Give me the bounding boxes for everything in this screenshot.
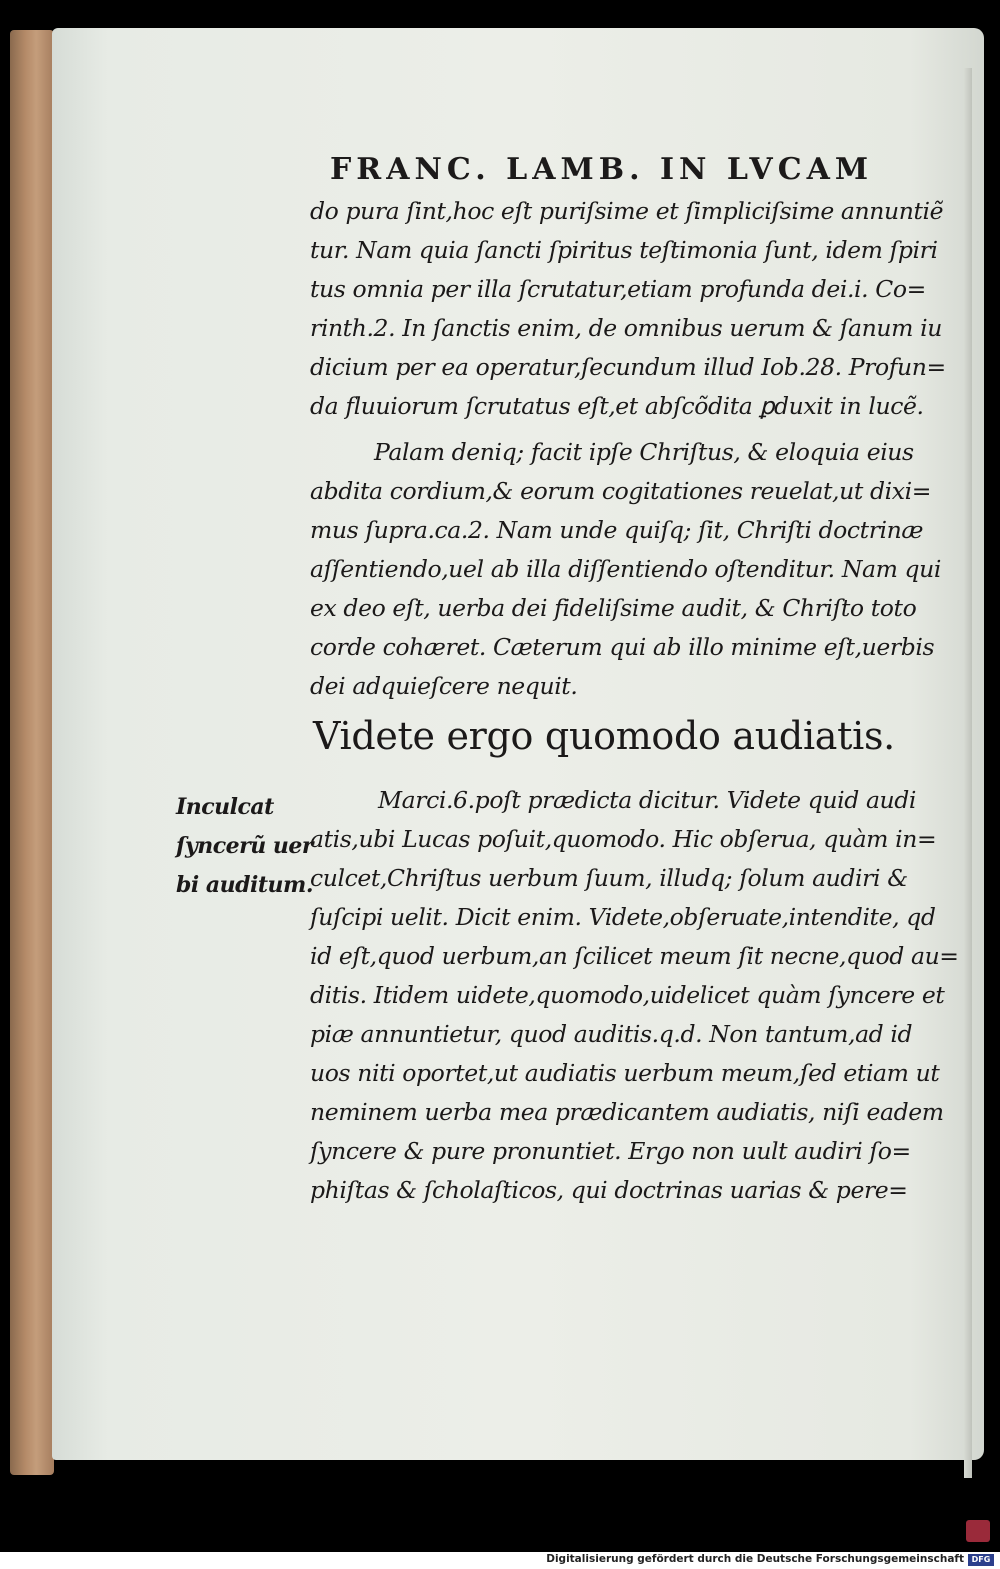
funding-credit: Digitalisierung gefördert durch die Deutsche Forschungsgemeinschaft — [546, 1553, 964, 1565]
text-line: id eſt,quod uerbum,an ſcilicet meum ſit necne,quod au= — [310, 942, 959, 970]
book-spine — [10, 30, 54, 1475]
margin-note — [176, 788, 326, 905]
text-line: do pura ſint,hoc eſt puriſsime et ſimpliciſsime annuntiẽ — [310, 197, 944, 225]
text-line: corde cohæret. Cæterum qui ab illo minime eſt,uerbis — [310, 633, 935, 661]
text-line: tur. Nam quia ſancti ſpiritus teſtimonia ſunt, idem ſpiri — [310, 236, 938, 264]
text-line: ſyncere & pure pronuntiet. Ergo non uult audiri ſo= — [310, 1137, 911, 1165]
margin-note-line: bi auditum. — [176, 872, 313, 898]
text-line: abdita cordium,& eorum cogitationes reuelat,ut dixi= — [310, 477, 931, 505]
text-line: neminem uerba mea prædicantem audiatis, niſi eadem — [310, 1098, 944, 1126]
text-line: atis,ubi Lucas poſuit,quomodo. Hic obſerua, quàm in= — [310, 825, 937, 853]
footer-bar — [0, 1552, 1000, 1569]
text-line: dicium per ea operatur,ſecundum illud Iob.28. Profun= — [310, 353, 946, 381]
text-line: ex deo eſt, uerba dei fideliſsime audit, & Chriſto toto — [310, 594, 917, 622]
text-line: mus ſupra.ca.2. Nam unde quiſq; ſit, Chriſti doctrinæ — [310, 516, 924, 544]
text-line: ditis. Itidem uidete,quomodo,uidelicet quàm ſyncere et — [310, 981, 945, 1009]
text-line: piæ annuntietur, quod auditis.q.d. Non tantum,ad id — [310, 1020, 913, 1048]
text-line: tus omnia per illa ſcrutatur,etiam profunda dei.i. Co= — [310, 275, 926, 303]
dfg-logo: DFG — [968, 1554, 994, 1566]
color-target-mark — [966, 1520, 990, 1542]
text-line: dei adquieſcere nequit. — [310, 672, 578, 700]
text-line: aſſentiendo,uel ab illa diſſentiendo oſtenditur. Nam qui — [310, 555, 942, 583]
text-line: phiſtas & ſcholaſticos, qui doctrinas uarias & pere= — [310, 1176, 908, 1204]
paragraph-3 — [310, 781, 959, 1210]
text-line: da fluuiorum ſcrutatus eſt,et abſcõdita ꝑduxit in lucẽ. — [310, 392, 924, 420]
text-line: Palam deniq; facit ipſe Chriſtus, & eloquia eius — [374, 438, 914, 466]
text-line: rinth.2. In ſanctis enim, de omnibus uerum & ſanum iu — [310, 314, 942, 342]
text-line: uos niti oportet,ut audiatis uerbum meum,ſed etiam ut — [310, 1059, 940, 1087]
running-head: FRANC. LAMB. IN LVCAM — [330, 152, 874, 187]
text-line: ſuſcipi uelit. Dicit enim. Videte,obſeruate,intendite, qd — [310, 903, 936, 931]
margin-note-line: ſyncerũ uer — [176, 833, 313, 859]
paragraph-1 — [310, 192, 950, 426]
lemma-heading: Videte ergo quomodo audiatis. — [313, 714, 895, 758]
paragraph-2 — [310, 433, 950, 706]
text-line: culcet,Chriſtus uerbum ſuum, illudq; ſolum audiri & — [310, 864, 908, 892]
page-edge — [964, 68, 972, 1478]
margin-note-line: Inculcat — [176, 794, 274, 820]
text-line: Marci.6.poſt prædicta dicitur. Videte quid audi — [378, 786, 917, 814]
